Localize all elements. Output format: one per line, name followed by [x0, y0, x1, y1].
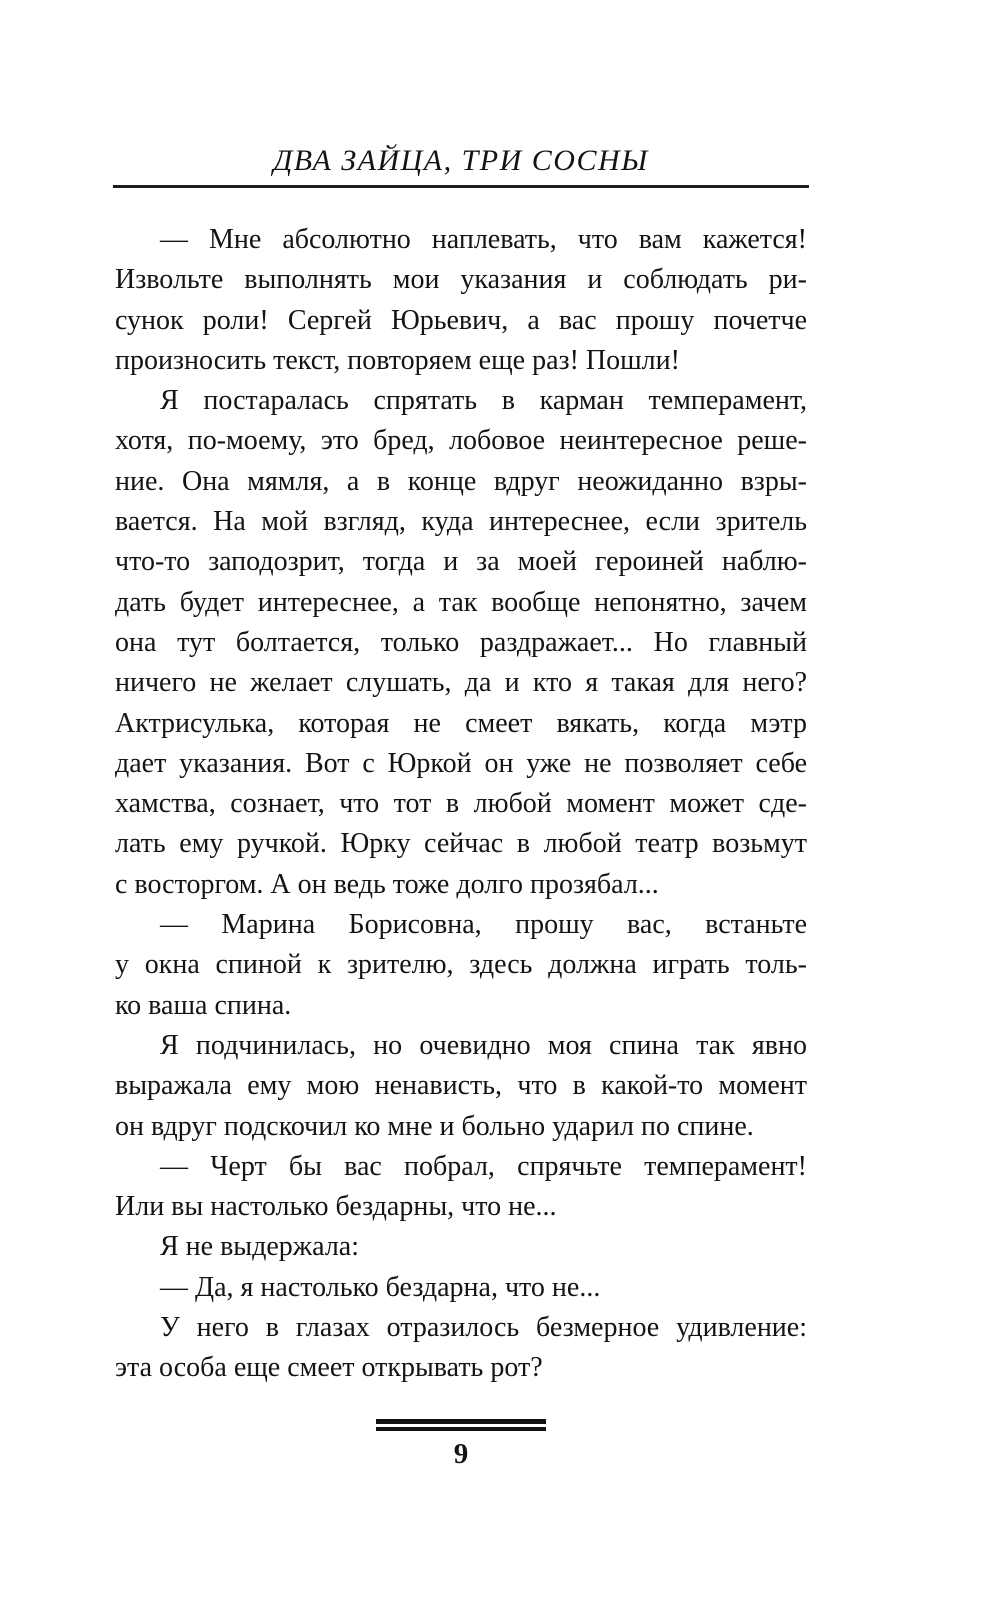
text-line: сунок роли! Сергей Юрьевич, а вас прошу почетче [115, 304, 807, 336]
paragraph [115, 1227, 807, 1267]
text-line: Актрисулька, которая не смеет вякать, когда мэтр [115, 707, 807, 739]
text-line: Я не выдержала: [160, 1231, 359, 1263]
text-line: лать ему ручкой. Юрку сейчас в любой театр возьмут [115, 828, 807, 860]
text-line: Я постаралась спрятать в карман темперамент, [160, 385, 807, 417]
text-line: — Мне абсолютно наплевать, что вам кажется! [160, 224, 807, 255]
paragraph [115, 381, 807, 905]
text-block [115, 220, 807, 1389]
text-line: произносить текст, повторяем еще раз! Пошли! [115, 344, 680, 376]
page-number: 9 [453, 1438, 469, 1470]
paragraph [115, 905, 807, 1026]
text-line: хамства, сознает, что тот в любой момент может сде- [115, 788, 807, 820]
chapter-title: ДВА ЗАЙЦА, ТРИ СОСНЫ [273, 144, 649, 177]
paragraph [115, 1268, 807, 1308]
section-divider-icon [376, 1419, 546, 1431]
text-line: Извольте выполнять мои указания и соблюдать ри- [115, 264, 807, 296]
text-line: Я подчинилась, но очевидно моя спина так явно [160, 1029, 807, 1061]
text-line: — Марина Борисовна, прошу вас, встаньте [160, 909, 807, 941]
text-line: выражала ему мою ненависть, что в какой-то момент [115, 1070, 807, 1102]
text-line: хотя, по-моему, это бред, лобовое неинтересное реше- [115, 425, 807, 457]
paragraph [115, 1308, 807, 1389]
text-line: она тут болтается, только раздражает... Но главный [115, 626, 807, 658]
text-line: У него в глазах отразилось безмерное удивление: [160, 1312, 807, 1344]
text-line: ко ваша спина. [115, 989, 292, 1021]
text-line: эта особа еще смеет открывать рот? [115, 1352, 543, 1384]
paragraph [115, 1147, 807, 1228]
header-rule [113, 185, 809, 188]
text-line: ничего не желает слушать, да и кто я такая для него? [115, 667, 807, 699]
text-line: дает указания. Вот с Юркой он уже не позволяет себе [115, 747, 807, 779]
text-line: — Да, я настолько бездарна, что не... [160, 1271, 601, 1303]
text-line: у окна спиной к зрителю, здесь должна играть толь- [115, 949, 807, 981]
text-line: — Черт бы вас побрал, спрячьте темперамент! [160, 1150, 807, 1182]
text-line: с восторгом. А он ведь тоже долго прозябал... [115, 868, 659, 900]
text-line: дать будет интереснее, а так вообще непонятно, зачем [115, 586, 807, 618]
text-line: что-то заподозрит, тогда и за моей героиней наблю- [115, 546, 807, 578]
paragraph [115, 220, 807, 381]
paragraph [115, 1026, 807, 1147]
text-line: ние. Она мямля, а в конце вдруг неожиданно взры- [115, 465, 807, 497]
text-line: вается. На мой взгляд, куда интереснее, если зритель [115, 506, 807, 538]
text-line: Или вы настолько бездарны, что не... [115, 1191, 557, 1223]
text-line: он вдруг подскочил ко мне и больно ударил по спине. [115, 1110, 754, 1142]
